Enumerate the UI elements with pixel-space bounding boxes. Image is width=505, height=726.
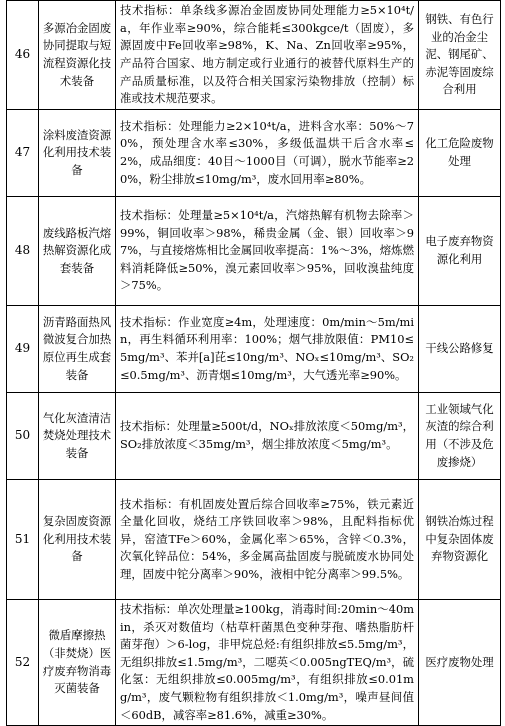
row-number: 51 — [7, 480, 39, 600]
equipment-catalog-table — [6, 0, 501, 726]
equipment-name: 废线路板汽熔热解资源化成套装备 — [39, 197, 116, 306]
equipment-name: 沥青路面热风微波复合加热原位再生成套装备 — [39, 306, 116, 393]
application-field: 工业领域气化灰渣的综合利用（不涉及危废掺烧） — [419, 393, 501, 480]
application-field: 医疗废物处理 — [419, 600, 501, 726]
equipment-name: 涂料废渣资源化利用技术装备 — [39, 110, 116, 197]
table-row — [7, 110, 501, 197]
technical-specs: 技术指标：处理能力≥2×10⁴t/a，进料含水率：50%～70%，预处理含水率≤30%，多级低温烘干后含水率≤2%，成品细度：40目～1000目（可调），脱水节能率≥20%，粉尘排放≤10mg/m³，废水回用率≥80%。 — [116, 110, 419, 197]
application-field: 钢铁冶炼过程中复杂固体废弃物资源化 — [419, 480, 501, 600]
row-number: 52 — [7, 600, 39, 726]
equipment-name: 微盾摩擦热（非焚烧）医疗废弃物消毒灭菌装备 — [39, 600, 116, 726]
table-row — [7, 393, 501, 480]
table-row — [7, 197, 501, 306]
technical-specs: 技术指标：处理量≥500t/d，NOₓ排放浓度＜50mg/m³，SO₂排放浓度＜35mg/m³，烟尘排放浓度＜5mg/m³。 — [116, 393, 419, 480]
row-number: 46 — [7, 1, 39, 110]
row-number: 49 — [7, 306, 39, 393]
row-number: 48 — [7, 197, 39, 306]
row-number: 50 — [7, 393, 39, 480]
technical-specs: 技术指标：单次处理量≥100kg，消毒时间:20min～40min，杀灭对数值均（枯草杆菌黑色变种芽孢、嗜热脂肪杆菌芽孢）＞6-log，非甲烷总烃:有组织排放≤5.5mg/m³，无组织排放≤1.5mg/m³，二噁英＜0.005ngTEQ/m³，硫化氢：无组织排放≤0.005mg/m³，有组织排放≤0.01mg/m³，废气颗粒物有组织排放＜1.0mg/m³，噪声昼间值＜60dB，减容率≥81.6%，减重≥30%。 — [116, 600, 419, 726]
table-row — [7, 1, 501, 110]
table-row — [7, 600, 501, 726]
technical-specs: 技术指标：作业宽度≥4m，处理速度：0m/min～5m/min，再生料循环利用率：100%；烟气排放限值：PM10≤5mg/m³、苯并[a]芘≤10ng/m³、NOₓ≤10mg/m³、SO₂≤0.5mg/m³、沥青烟≤10mg/m³，大气透光率≥90%。 — [116, 306, 419, 393]
application-field: 化工危险废物处理 — [419, 110, 501, 197]
technical-specs: 技术指标：有机固废处置后综合回收率≥75%，铁元素近全量化回收，烧结工序铁回收率＞98%，且配料指标优异，窑渣TFe＞60%，金属化率＞65%，含锌＜0.3%，次氧化锌品位：54%，多金属高盐固废与脱硫废水协同处理，固废中铊分离率＞90%，液相中铊分离率＞99.5%。 — [116, 480, 419, 600]
application-field: 钢铁、有色行业的冶金尘泥、钢尾矿、赤泥等固废综合利用 — [419, 1, 501, 110]
equipment-name: 多源冶金固废协同提取与短流程资源化技术装备 — [39, 1, 116, 110]
technical-specs: 技术指标：单条线多源冶金固废协同处理能力≥5×10⁴t/a，年作业率≥90%，综合能耗≤300kgce/t（固废），多源固废中Fe回收率≥98%，K、Na、Zn回收率≥95%，产品符合国家、地方制定或行业通行的被替代原料生产的产品质量标准，以及符合相关国家污染物排放（控制）标准或技术规范要求。 — [116, 1, 419, 110]
technical-specs: 技术指标：处理量≥5×10⁴t/a，汽熔热解有机物去除率＞99%，铜回收率＞98%，稀贵金属（金、银）回收率＞97%，与直接熔炼相比金属回收率提高：1%～3%，熔炼燃料消耗降低≥50%，溴元素回收率＞95%，回收溴盐纯度＞75%。 — [116, 197, 419, 306]
table-row — [7, 306, 501, 393]
row-number: 47 — [7, 110, 39, 197]
equipment-name: 复杂固废资源化利用技术装备 — [39, 480, 116, 600]
table-row — [7, 480, 501, 600]
application-field: 电子废弃物资源化利用 — [419, 197, 501, 306]
equipment-name: 气化灰渣清洁焚烧处理技术装备 — [39, 393, 116, 480]
application-field: 干线公路修复 — [419, 306, 501, 393]
equipment-table-container — [6, 0, 500, 726]
